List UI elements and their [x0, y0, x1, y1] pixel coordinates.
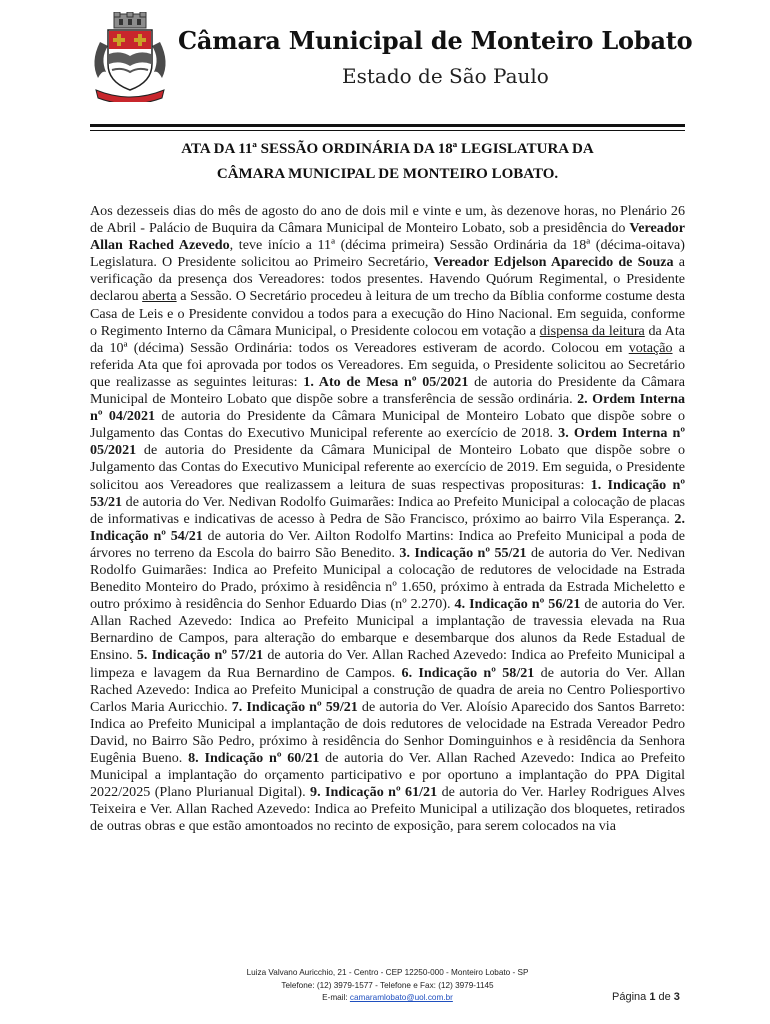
page-number-of: de [655, 991, 674, 1003]
text-run: de autoria do Presidente da Câmara Municipal de Monteiro Lobato que dispõe sobre o Julgamento das Contas do Executivo Municipal referente ao exercício de 2019. Em seguida, o Presidente solicitou aos Vereadores que realizassem a leitura de suas respectivas proposituras: [90, 442, 685, 493]
text-run: de autoria do Ver. Nedivan Rodolfo Guimarães: Indica ao Prefeito Municipal a colocação de placas de informativas e indicativas de acesso à Pedra de São Francisco, próximo ao bairro Vila Esperança. [90, 493, 685, 527]
text-run: de autoria do Ver. Harley Rodrigues Alves Teixeira e Ver. Allan Rached Azevedo: Indica ao Prefeito Municipal a utilização dos bloquetes, retirados de outras obras e que estão amontoados no recinto de exposição, para serem colocados na via [90, 784, 685, 835]
bold-run: 2. Ordem Interna nº 04/2021 [90, 391, 685, 425]
document-heading-line-1: ATA DA 11ª SESSÃO ORDINÁRIA DA 18ª LEGISLATURA DA [181, 141, 594, 157]
page-number-label: Página [612, 991, 650, 1003]
document-heading [90, 137, 685, 187]
header-subtitle: Estado de São Paulo [342, 64, 549, 88]
document-heading-line-2: CÂMARA MUNICIPAL DE MONTEIRO LOBATO. [216, 166, 559, 182]
text-run: de autoria do Ver. Allan Rached Azevedo: Indica ao Prefeito Municipal a implantação de travessia elevada na Rua Bernardino de Campos, para alteração do embarque e desembarque dos alunos da Rede Estadual de Ensino. [90, 596, 685, 664]
footer-phone: Telefone: (12) 3979-1577 - Telefone e Fax: (12) 3979-1145 [281, 980, 494, 990]
text-run: a referida Ata que foi aprovada por todos os Vereadores. Em seguida, o Presidente solicitou ao Secretário que realizasse as seguintes leituras: [90, 339, 685, 390]
bold-run: 1. Indicação nº 53/21 [90, 476, 685, 510]
page-footer [90, 967, 685, 1005]
bold-run: 3. Indicação nº 55/21 [399, 544, 527, 561]
minutes-body-text [90, 203, 685, 961]
bold-run: 3. Ordem Interna nº 05/2021 [90, 425, 685, 459]
header-title: Câmara Municipal de Monteiro Lobato [178, 26, 693, 55]
text-run: de autoria do Ver. Aloísio Aparecido dos Santos Barreto: Indica ao Prefeito Municipal a implantação de dois redutores de velocidade na Estrada Vereador Pedro David, no Bairro São Pedro, próximo à residência do Senhor Dominguinhos e à residência da Senhora Eugênia Bueno. [90, 698, 685, 766]
text-run: de autoria do Presidente da Câmara Municipal de Monteiro Lobato que dispõe sobre o Julgamento das Contas do Executivo Municipal referente ao exercício de 2018. [90, 408, 685, 442]
text-run: de autoria do Presidente da Câmara Municipal de Monteiro Lobato que dispõe sobre a transferência de sessão ordinária. [90, 373, 685, 408]
bold-run: 1. Ato de Mesa nº 05/2021 [303, 373, 469, 390]
header-divider-thin [90, 130, 685, 131]
footer-email-line [90, 992, 685, 1005]
text-run: de autoria do Ver. Allan Rached Azevedo: Indica ao Prefeito Municipal a construção de quadra de areia no Centro Poliesportivo Carlos Maria Auricchio. [90, 664, 685, 715]
footer-address: Luiza Valvano Auricchio, 21 - Centro - CEP 12250-000 - Monteiro Lobato - SP [246, 968, 529, 977]
bold-run: 6. Indicação nº 58/21 [401, 664, 535, 681]
bold-run: 9. Indicação nº 61/21 [310, 784, 438, 801]
text-run: de autoria do Ver. Ailton Rodolfo Martins: Indica ao Prefeito Municipal a poda de árvores no terreno da Escola do bairro São Benedito. [90, 527, 685, 561]
bold-run: 7. Indicação nº 59/21 [231, 698, 358, 715]
header-divider-thick [90, 124, 685, 127]
page-number [612, 991, 680, 1003]
underlined-run: aberta [142, 288, 177, 305]
bold-run: 2. Indicação nº 54/21 [90, 510, 685, 544]
text-run: a Sessão. O Secretário procedeu à leitura de um trecho da Bíblia conforme costume desta Casa de Leis e o Presidente convidou a todos para a execução do Hino Nacional. Em seguida, conforme o Regimento Interno da Câmara Municipal, o Presidente colocou em votação a [90, 288, 685, 339]
text-run: Aos dezesseis dias do mês de agosto do ano de dois mil e vinte e um, às dezenove horas, no Plenário 26 de Abril - Palácio de Buquira da Câmara Municipal de Monteiro Lobato, sob a presidência do [90, 203, 685, 237]
text-run: da Ata da 10ª (décima) Sessão Ordinária: todos os Vereadores estiveram de acordo. Colocou em [90, 322, 685, 356]
footer-email-label: E-mail: [322, 993, 350, 1002]
underlined-run: votação [628, 339, 673, 356]
page-number-total: 3 [673, 991, 680, 1003]
bold-run: 4. Indicação nº 56/21 [454, 596, 581, 613]
footer-email-link[interactable]: camaramlobato@uol.com.br [349, 993, 453, 1002]
underlined-run: dispensa da leitura [539, 322, 645, 339]
bold-run: Vereador Allan Rached Azevedo [90, 220, 685, 254]
text-run: , teve início a 11ª (décima primeira) Sessão Ordinária da 18ª (décima-oitava) Legislatura. O Presidente solicitou ao Primeiro Secretário, [90, 237, 685, 271]
bold-run: Vereador Edjelson Aparecido de Souza [433, 254, 674, 271]
municipal-coat-of-arms-icon [90, 12, 170, 102]
text-run: de autoria do Ver. Allan Rached Azevedo: Indica ao Prefeito Municipal a implantação do orçamento participativo e por oportuno a implantação do PPA Digital 2022/2025 (Plano Plurianual Digital). [90, 750, 685, 801]
text-run: a verificação da presença dos Vereadores: todos presentes. Havendo Quórum Regimental, o Presidente declarou [90, 254, 685, 305]
bold-run: 8. Indicação nº 60/21 [188, 750, 320, 766]
text-run: de autoria do Ver. Nedivan Rodolfo Guimarães: Indica ao Prefeito Municipal a colocação de redutores de velocidade na Estrada Benedito Monteiro do Prado, próximo à residência nº 1.650, próximo à entrada da Estrada Micheletto e outro próximo à residência do Senhor Eduardo Dias (nº 2.270). [90, 544, 685, 613]
page-number-current: 1 [649, 991, 656, 1003]
text-run: de autoria do Ver. Allan Rached Azevedo: Indica ao Prefeito Municipal a limpeza e lavagem da Rua Bernardino de Campos. [90, 647, 685, 681]
bold-run: 5. Indicação nº 57/21 [136, 647, 264, 664]
